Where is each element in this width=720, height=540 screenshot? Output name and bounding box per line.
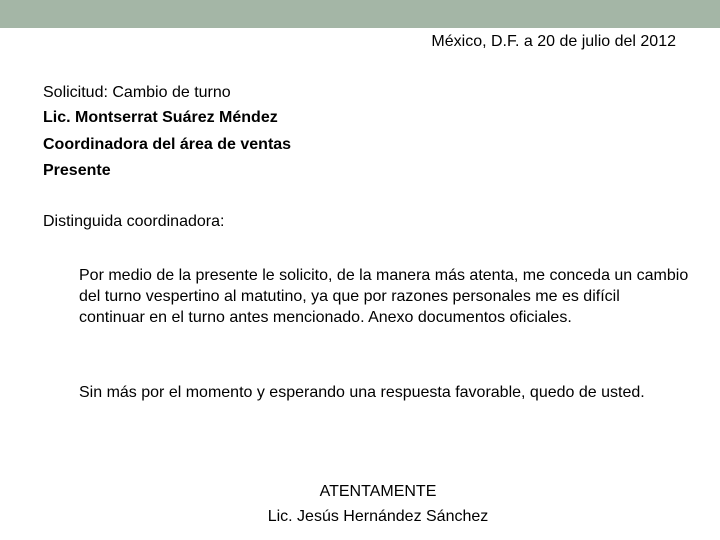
recipient-presente: Presente bbox=[43, 162, 111, 179]
letter-closing-paragraph: Sin más por el momento y esperando una respuesta favorable, quedo de usted. bbox=[79, 384, 645, 401]
recipient-title: Coordinadora del área de ventas bbox=[43, 136, 292, 153]
letter-date: México, D.F. a 20 de julio del 2012 bbox=[431, 33, 676, 50]
letter-closing: ATENTAMENTE bbox=[319, 483, 437, 500]
letter-salutation: Distinguida coordinadora: bbox=[43, 213, 225, 230]
recipient-name: Lic. Montserrat Suárez Méndez bbox=[43, 109, 278, 126]
letter-subject: Solicitud: Cambio de turno bbox=[43, 84, 231, 101]
letter-signer: Lic. Jesús Hernández Sánchez bbox=[267, 508, 489, 525]
slide-header-bar bbox=[0, 0, 720, 28]
letter-body-paragraph: Por medio de la presente le solicito, de la manera más atenta, me conceda un cambio del turno vespertino al matutino, ya que por razones personales me es difícil continuar en el turno antes mencionado. Anexo documentos oficiales. bbox=[79, 267, 689, 326]
